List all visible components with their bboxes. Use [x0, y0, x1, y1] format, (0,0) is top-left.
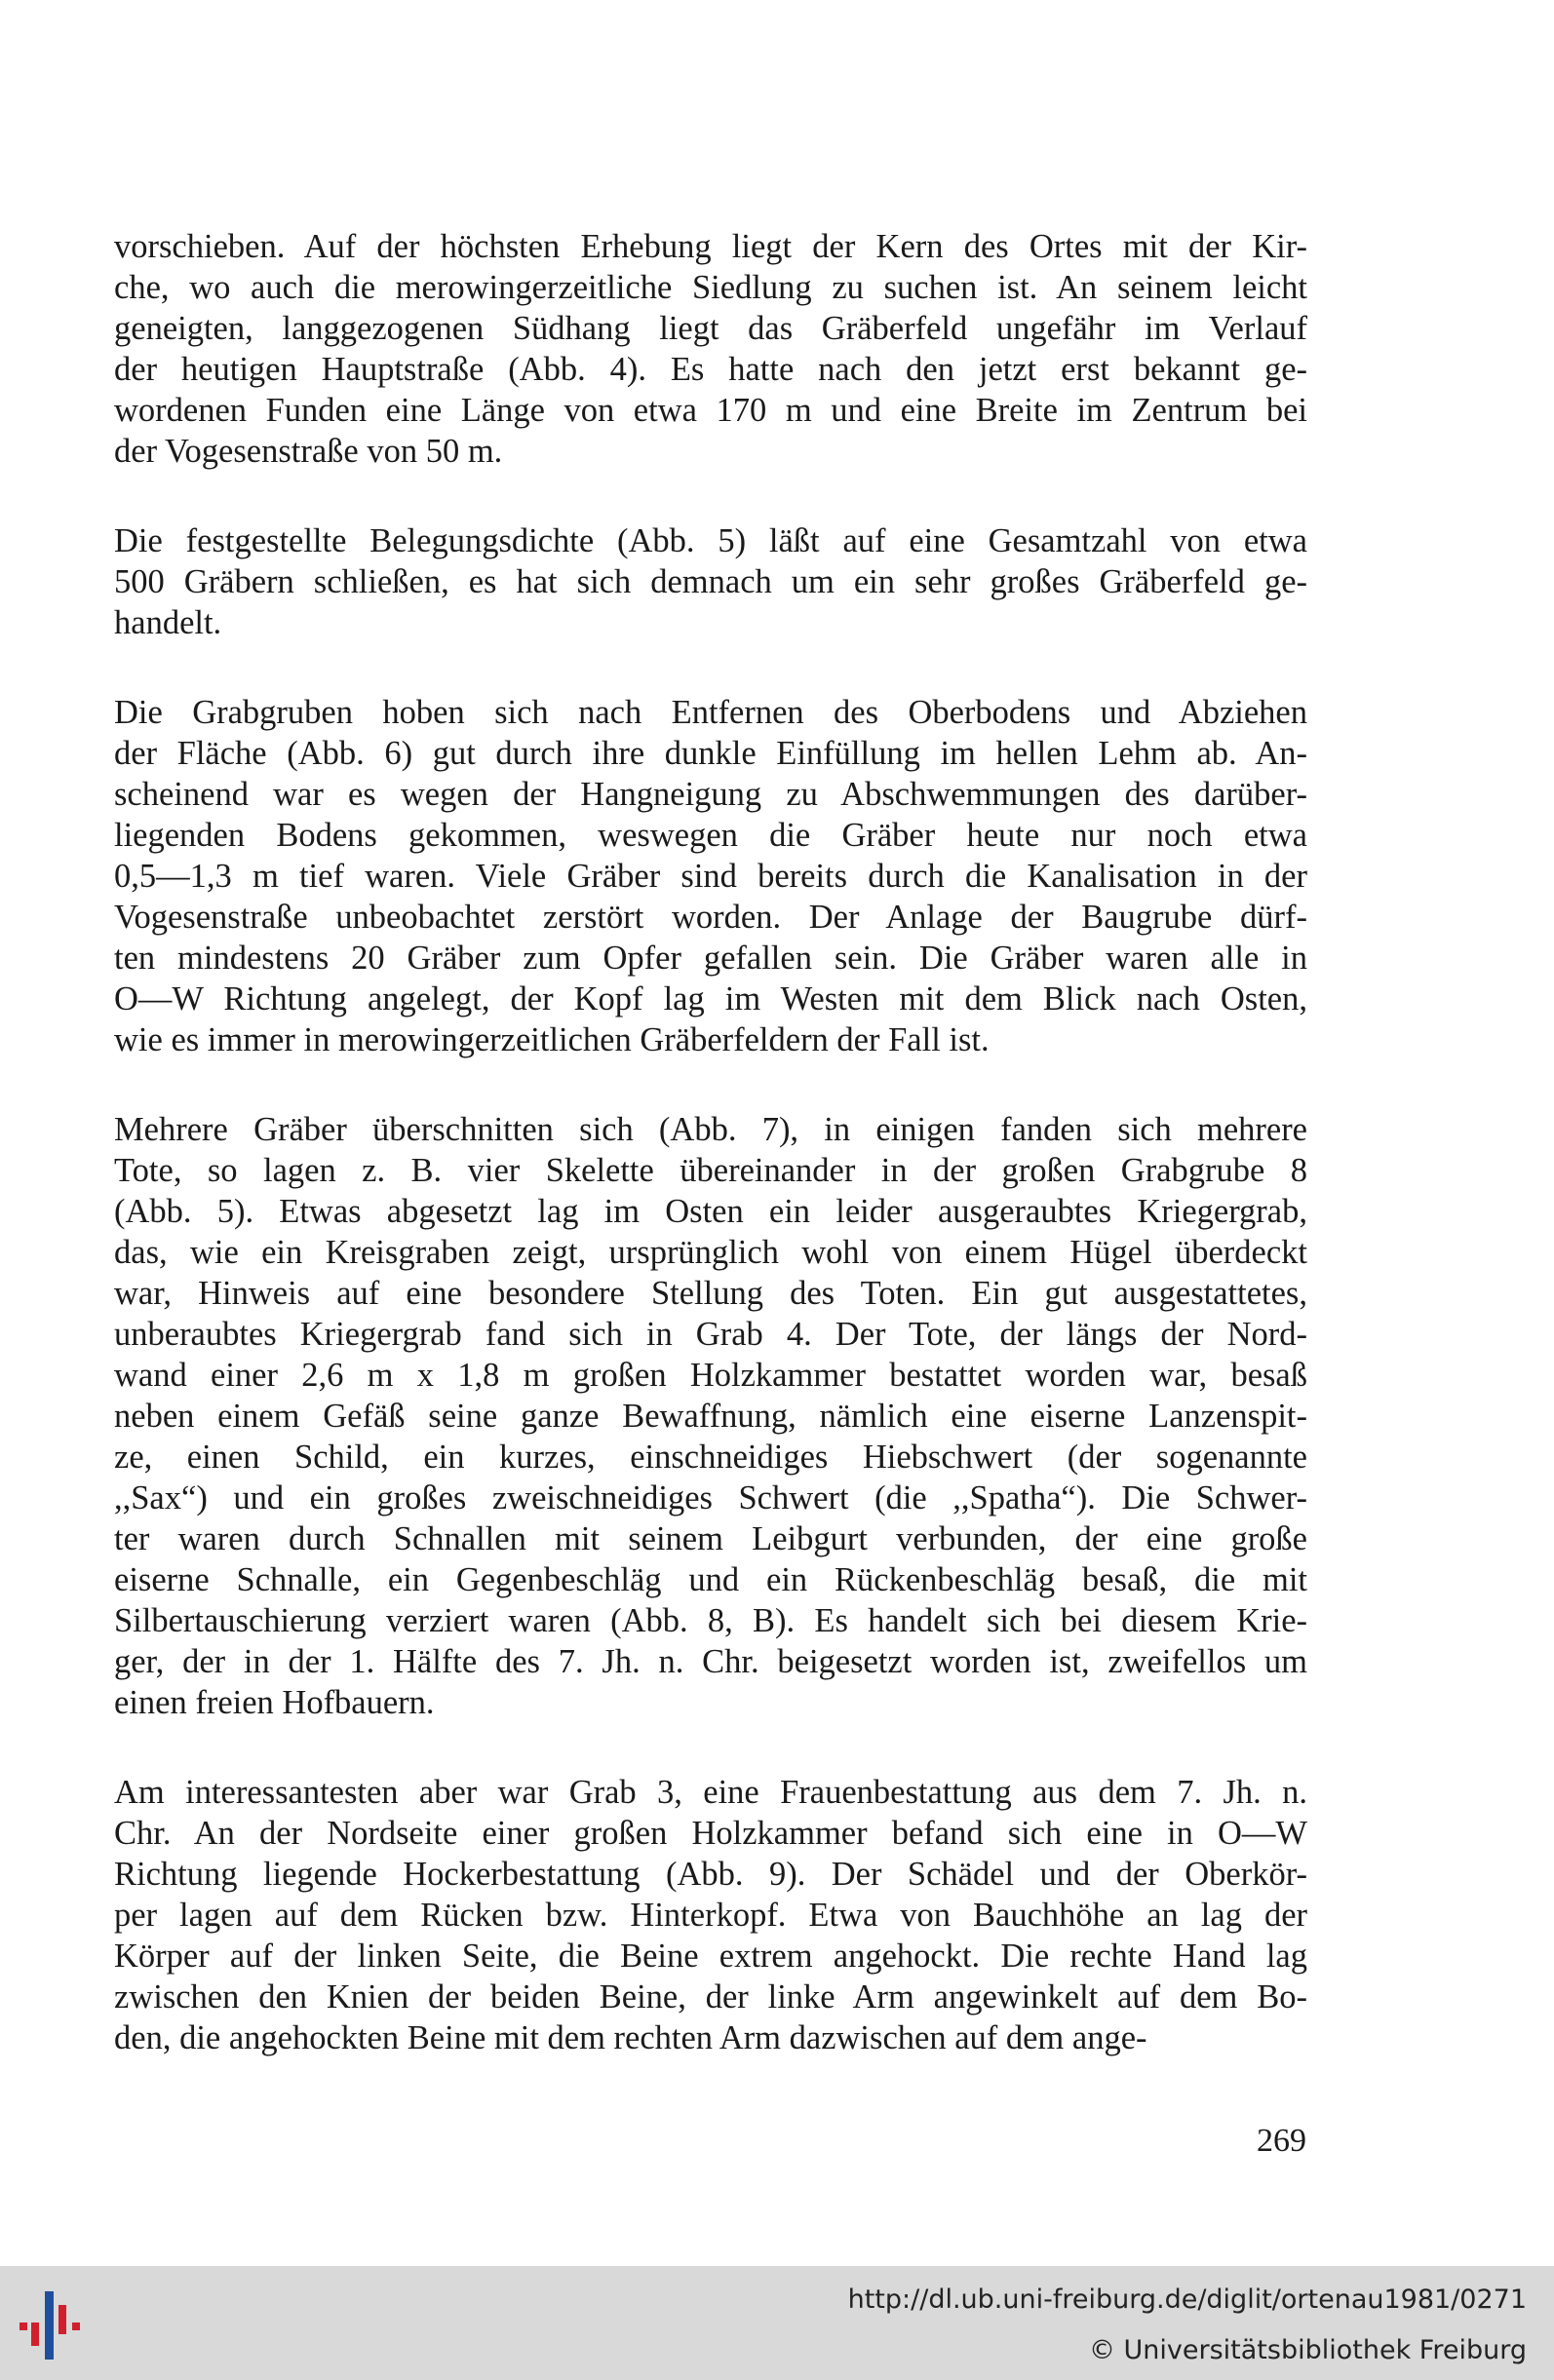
text-line: Die festgestellte Belegungsdichte (Abb. 5) läßt auf eine Gesamtzahl von etwa	[114, 522, 1307, 559]
text-line: geneigten, langgezogenen Südhang liegt das Gräberfeld ungefähr im Verlauf	[114, 310, 1307, 347]
text-line: neben einem Gefäß seine ganze Bewaffnung, nämlich eine eiserne Lanzenspit-	[114, 1398, 1307, 1435]
source-url-link[interactable]: http://dl.ub.uni-freiburg.de/diglit/ortenau1981/0271	[847, 2284, 1527, 2315]
ub-freiburg-logo-icon	[18, 2285, 97, 2365]
text-line: der heutigen Hauptstraße (Abb. 4). Es hatte nach den jetzt erst bekannt ge-	[114, 351, 1307, 388]
paragraph	[114, 1772, 1307, 2058]
text-line: der Vogesenstraße von 50 m.	[114, 433, 503, 470]
text-line: wordenen Funden eine Länge von etwa 170 m und eine Breite im Zentrum bei	[114, 392, 1307, 429]
text-line: 500 Gräbern schließen, es hat sich demnach um ein sehr großes Gräberfeld ge-	[114, 563, 1307, 600]
text-line: Richtung liegende Hockerbestattung (Abb. 9). Der Schädel und der Oberkör-	[114, 1856, 1307, 1893]
text-line: 0,5—1,3 m tief waren. Viele Gräber sind bereits durch die Kanalisation in der	[114, 858, 1307, 895]
text-line: wie es immer in merowingerzeitlichen Gräberfeldern der Fall ist.	[114, 1021, 990, 1058]
text-line: (Abb. 5). Etwas abgesetzt lag im Osten ein leider ausgeraubtes Kriegergrab,	[114, 1193, 1307, 1230]
text-line: O—W Richtung angelegt, der Kopf lag im Westen mit dem Blick nach Osten,	[114, 980, 1307, 1017]
text-line: liegenden Bodens gekommen, weswegen die Gräber heute nur noch etwa	[114, 817, 1307, 854]
text-line: ten mindestens 20 Gräber zum Opfer gefallen sein. Die Gräber waren alle in	[114, 940, 1307, 977]
text-line: che, wo auch die merowingerzeitliche Siedlung zu suchen ist. An seinem leicht	[114, 269, 1307, 306]
text-line: Die Grabgruben hoben sich nach Entfernen des Oberbodens und Abziehen	[114, 694, 1307, 731]
text-line: ger, der in der 1. Hälfte des 7. Jh. n. Chr. beigesetzt worden ist, zweifellos um	[114, 1643, 1307, 1680]
text-line: eiserne Schnalle, ein Gegenbeschläg und ein Rückenbeschläg besaß, die mit	[114, 1561, 1307, 1598]
paragraph	[114, 692, 1307, 1060]
copyright-notice: © Universitätsbibliothek Freiburg	[1088, 2335, 1527, 2365]
text-line: Körper auf der linken Seite, die Beine extrem angehockt. Die rechte Hand lag	[114, 1938, 1307, 1975]
text-line: den, die angehockten Beine mit dem rechten Arm dazwischen auf dem ange-	[114, 2019, 1147, 2056]
text-line: handelt.	[114, 604, 222, 641]
text-line: ze, einen Schild, ein kurzes, einschneidiges Hiebschwert (der sogenannte	[114, 1439, 1307, 1476]
text-line: Vogesenstraße unbeobachtet zerstört worden. Der Anlage der Baugrube dürf-	[114, 899, 1307, 936]
paragraph	[114, 520, 1307, 643]
text-line: per lagen auf dem Rücken bzw. Hinterkopf. Etwa von Bauchhöhe an lag der	[114, 1897, 1307, 1934]
text-line: wand einer 2,6 m x 1,8 m großen Holzkammer bestattet worden war, besaß	[114, 1357, 1307, 1394]
text-line: einen freien Hofbauern.	[114, 1684, 435, 1721]
text-line: ter waren durch Schnallen mit seinem Leibgurt verbunden, der eine große	[114, 1520, 1307, 1557]
text-line: Chr. An der Nordseite einer großen Holzkammer befand sich eine in O—W	[114, 1815, 1307, 1852]
paragraph	[114, 226, 1307, 472]
text-line: zwischen den Knien der beiden Beine, der linke Arm angewinkelt auf dem Bo-	[114, 1978, 1307, 2015]
page-number: 269	[1257, 2123, 1306, 2159]
text-line: das, wie ein Kreisgraben zeigt, ursprünglich wohl von einem Hügel überdeckt	[114, 1234, 1307, 1271]
text-line: Tote, so lagen z. B. vier Skelette übereinander in der großen Grabgrube 8	[114, 1152, 1307, 1189]
body-text	[114, 226, 1307, 2107]
text-line: unberaubtes Kriegergrab fand sich in Grab 4. Der Tote, der längs der Nord-	[114, 1316, 1307, 1353]
text-line: Silbertauschierung verziert waren (Abb. 8, B). Es handelt sich bei diesem Krie-	[114, 1602, 1307, 1639]
paragraph	[114, 1109, 1307, 1723]
text-line: vorschieben. Auf der höchsten Erhebung liegt der Kern des Ortes mit der Kir-	[114, 228, 1307, 265]
text-line: scheinend war es wegen der Hangneigung zu Abschwemmungen des darüber-	[114, 776, 1307, 813]
text-line: Mehrere Gräber überschnitten sich (Abb. 7), in einigen fanden sich mehrere	[114, 1111, 1307, 1148]
text-line: Am interessantesten aber war Grab 3, eine Frauenbestattung aus dem 7. Jh. n.	[114, 1774, 1307, 1811]
text-line: war, Hinweis auf eine besondere Stellung des Toten. Ein gut ausgestattetes,	[114, 1275, 1307, 1312]
text-line: ,,Sax“) und ein großes zweischneidiges Schwert (die ,,Spatha“). Die Schwer-	[114, 1479, 1307, 1516]
text-line: der Fläche (Abb. 6) gut durch ihre dunkle Einfüllung im hellen Lehm ab. An-	[114, 735, 1307, 772]
footer-bar	[0, 2266, 1554, 2380]
